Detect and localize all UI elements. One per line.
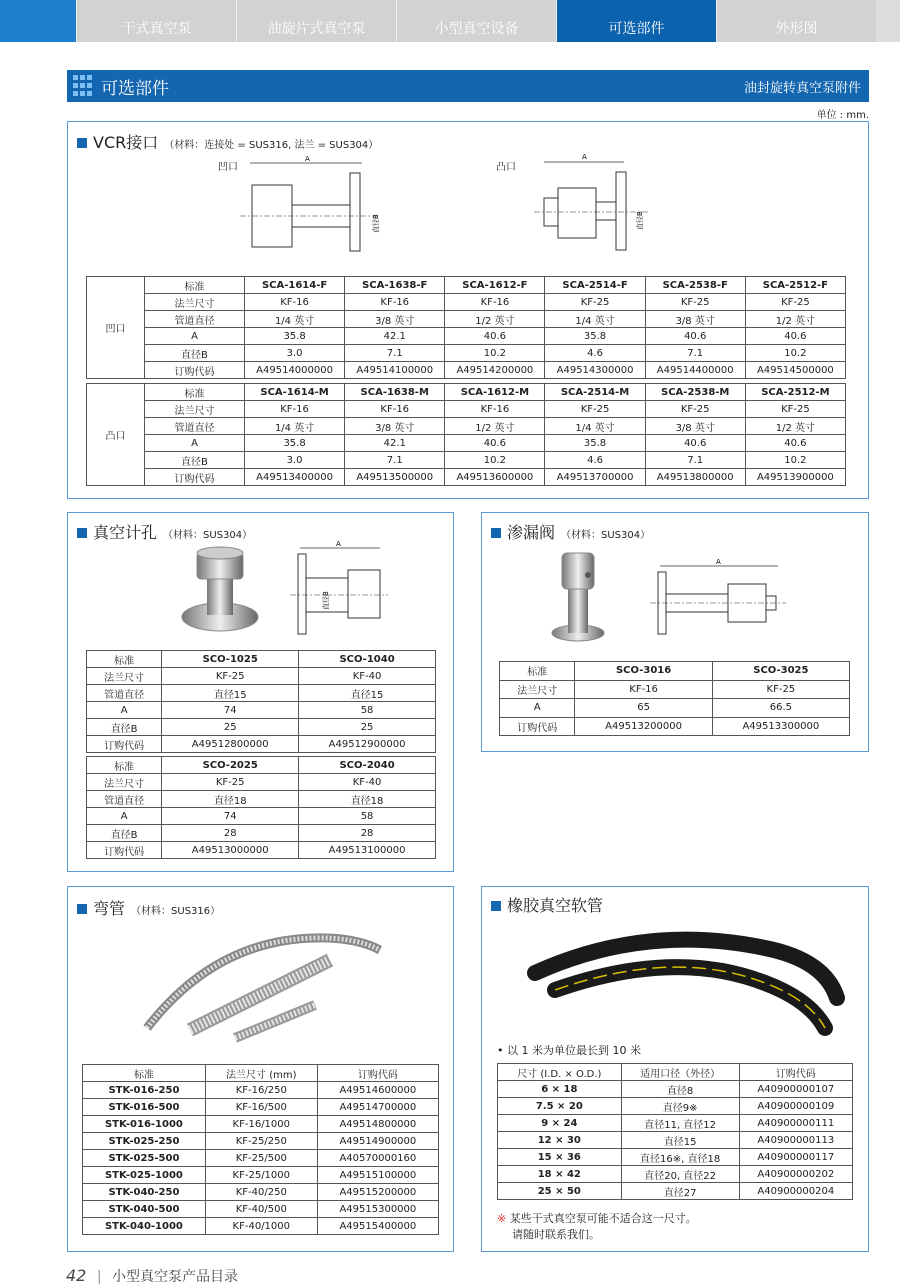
hose-table — [497, 1063, 853, 1200]
table-cell: STK-016-500 — [83, 1099, 206, 1116]
table-cell: 25 × 50 — [498, 1183, 622, 1200]
table-cell: 40.6 — [445, 328, 545, 345]
table-cell: A40900000113 — [739, 1132, 852, 1149]
table-row — [87, 401, 846, 418]
section-header — [67, 70, 869, 102]
row-label: 订购代码 — [145, 469, 245, 486]
table-cell: 12 × 30 — [498, 1132, 622, 1149]
page-footer: 42 | 小型真空泵产品目录 — [66, 1266, 238, 1285]
elbow-photo — [135, 920, 395, 1050]
table-row — [87, 362, 846, 379]
row-label: 标准 — [500, 662, 575, 681]
table-row — [87, 825, 436, 842]
table-cell: A40900000117 — [739, 1149, 852, 1166]
table-cell: KF-16/500 — [205, 1099, 317, 1116]
svg-text:直径B: 直径B — [322, 591, 330, 610]
row-label: 标准 — [87, 757, 162, 774]
table-cell: A49513700000 — [545, 469, 645, 486]
table-cell: 18 × 42 — [498, 1166, 622, 1183]
tab-options[interactable]: 可选部件 — [556, 0, 716, 42]
row-label: 法兰尺寸 — [500, 680, 575, 699]
row-label: A — [500, 699, 575, 718]
table-row — [87, 345, 846, 362]
row-label: 订购代码 — [500, 717, 575, 736]
elbow-table — [82, 1064, 439, 1235]
table-cell: KF-25 — [712, 680, 849, 699]
row-label: 订购代码 — [87, 842, 162, 859]
table-row — [500, 699, 850, 718]
table-cell: 40.6 — [745, 435, 845, 452]
table-cell: SCA-1612-M — [445, 384, 545, 401]
table-cell: 42.1 — [345, 328, 445, 345]
leak-photo — [548, 545, 608, 645]
elbow-title: 弯管 （材料：SUS316） — [77, 896, 220, 919]
table-row — [87, 435, 846, 452]
table-cell: KF-16 — [345, 401, 445, 418]
table-cell: 直径15 — [162, 685, 299, 702]
table-cell: KF-16 — [575, 680, 712, 699]
table-cell: 58 — [299, 702, 436, 719]
tab-dry-pump[interactable]: 干式真空泵 — [76, 0, 236, 42]
table-cell: KF-25/500 — [205, 1150, 317, 1167]
svg-text:A: A — [716, 558, 721, 566]
table-cell: 40.6 — [645, 435, 745, 452]
table-cell: A49513800000 — [645, 469, 745, 486]
table-row — [87, 685, 436, 702]
table-cell: 3/8 英寸 — [645, 311, 745, 328]
table-row — [83, 1201, 439, 1218]
vcr-title: VCR接口 （材料：连接处 = SUS316, 法兰 = SUS304） — [77, 130, 378, 153]
table-cell: A49514300000 — [545, 362, 645, 379]
table-cell: SCO-3025 — [712, 662, 849, 681]
column-header: 订购代码 — [739, 1064, 852, 1081]
table-cell: 7.5 × 20 — [498, 1098, 622, 1115]
table-row — [87, 842, 436, 859]
gauge-title: 真空计孔 （材料：SUS304） — [77, 520, 252, 543]
table-cell: KF-25 — [162, 668, 299, 685]
vcr-concave-dim-a: A — [305, 155, 310, 163]
table-cell: 4.6 — [545, 345, 645, 362]
table-cell: STK-025-1000 — [83, 1167, 206, 1184]
table-row — [498, 1183, 853, 1200]
row-label: 直径B — [87, 719, 162, 736]
table-cell: STK-016-250 — [83, 1082, 206, 1099]
table-cell: A49514100000 — [345, 362, 445, 379]
leak-drawing — [650, 558, 790, 638]
table-cell: 6 × 18 — [498, 1081, 622, 1098]
table-cell: KF-25 — [645, 294, 745, 311]
table-cell: A49515400000 — [317, 1218, 438, 1235]
table-row — [83, 1167, 439, 1184]
gauge-drawing — [288, 540, 398, 640]
table-cell: 4.6 — [545, 452, 645, 469]
table-cell: KF-25 — [645, 401, 745, 418]
row-label: 法兰尺寸 — [145, 401, 245, 418]
row-label: 标准 — [145, 384, 245, 401]
unit-label: 单位 : mm. — [816, 110, 869, 121]
table-cell: SCA-1612-F — [445, 277, 545, 294]
table-cell: 1/2 英寸 — [745, 311, 845, 328]
table-cell: KF-40/250 — [205, 1184, 317, 1201]
tab-oil-pump[interactable]: 油旋片式真空泵 — [236, 0, 396, 42]
leak-title: 渗漏阀 （材料：SUS304） — [491, 520, 650, 543]
table-cell: A49514400000 — [645, 362, 745, 379]
table-cell: 3/8 英寸 — [345, 418, 445, 435]
table-cell: KF-40 — [299, 774, 436, 791]
hose-bullet: • 以 1 米为单位最长到 10 米 — [497, 1044, 641, 1057]
table-row — [87, 757, 436, 774]
table-row — [498, 1132, 853, 1149]
table-cell: 35.8 — [245, 435, 345, 452]
table-cell: KF-40/1000 — [205, 1218, 317, 1235]
table-row — [83, 1099, 439, 1116]
table-cell: SCA-1614-M — [245, 384, 345, 401]
table-cell: SCO-3016 — [575, 662, 712, 681]
table-cell: 58 — [299, 808, 436, 825]
table-row — [87, 469, 846, 486]
table-cell: 42.1 — [345, 435, 445, 452]
table-cell: KF-25 — [545, 401, 645, 418]
table-cell: 1/2 英寸 — [445, 311, 545, 328]
table-cell: 1/2 英寸 — [445, 418, 545, 435]
table-cell: KF-25 — [545, 294, 645, 311]
table-cell: 1/4 英寸 — [545, 418, 645, 435]
table-row — [87, 736, 436, 753]
table-cell: 直径27 — [621, 1183, 739, 1200]
vcr-convex-dim-a: A — [582, 153, 587, 161]
table-cell: 66.5 — [712, 699, 849, 718]
table-cell: 1/2 英寸 — [745, 418, 845, 435]
column-header: 尺寸 (I.D. × O.D.) — [498, 1064, 622, 1081]
hose-title: 橡胶真空软管 — [491, 893, 603, 916]
table-cell: SCO-1025 — [162, 651, 299, 668]
svg-text:直径B: 直径B — [372, 214, 380, 233]
table-cell: STK-040-250 — [83, 1184, 206, 1201]
table-cell: 1/4 英寸 — [545, 311, 645, 328]
table-cell: STK-040-500 — [83, 1201, 206, 1218]
leak-table — [499, 661, 850, 736]
vcr-convex-label: 凸口 — [496, 162, 516, 173]
section-logo-icon — [73, 75, 95, 97]
table-row — [500, 680, 850, 699]
table-cell: KF-16/250 — [205, 1082, 317, 1099]
table-cell: 3.0 — [245, 452, 345, 469]
table-row — [500, 717, 850, 736]
table-cell: SCA-2538-M — [645, 384, 745, 401]
section-title: 可选部件 — [101, 78, 169, 99]
row-label: A — [145, 328, 245, 345]
table-row — [83, 1150, 439, 1167]
page-number: 42 — [66, 1266, 87, 1285]
table-row — [87, 774, 436, 791]
header-row — [83, 1065, 439, 1082]
row-label: 管道直径 — [87, 791, 162, 808]
table-row — [83, 1218, 439, 1235]
table-cell: KF-40 — [299, 668, 436, 685]
table-cell: 1/4 英寸 — [245, 418, 345, 435]
table-cell: 25 — [299, 719, 436, 736]
column-header: 法兰尺寸 (mm) — [205, 1065, 317, 1082]
table-row — [87, 791, 436, 808]
table-cell: 28 — [299, 825, 436, 842]
group-label: 凹口 — [87, 277, 145, 379]
table-cell: KF-40/500 — [205, 1201, 317, 1218]
table-cell: 40.6 — [645, 328, 745, 345]
header-row — [498, 1064, 853, 1081]
table-cell: 直径8 — [621, 1081, 739, 1098]
table-cell: A40900000204 — [739, 1183, 852, 1200]
table-cell: 35.8 — [545, 435, 645, 452]
table-cell: A49512900000 — [299, 736, 436, 753]
table-row — [83, 1184, 439, 1201]
table-cell: KF-25 — [745, 294, 845, 311]
table-row — [87, 719, 436, 736]
table-row — [87, 418, 846, 435]
table-cell: STK-016-1000 — [83, 1116, 206, 1133]
hose-photo — [525, 928, 845, 1038]
table-cell: 15 × 36 — [498, 1149, 622, 1166]
table-cell: 直径18 — [299, 791, 436, 808]
table-cell: KF-25 — [162, 774, 299, 791]
row-label: A — [87, 702, 162, 719]
table-row — [498, 1115, 853, 1132]
gauge-photo — [175, 545, 265, 640]
table-row — [87, 294, 846, 311]
table-cell: 35.8 — [245, 328, 345, 345]
hose-note: ※ 某些干式真空泵可能不适合这一尺寸。 请随时联系我们。 — [497, 1212, 697, 1241]
table-cell: 3/8 英寸 — [345, 311, 445, 328]
table-cell: KF-16 — [245, 294, 345, 311]
table-cell: STK-025-250 — [83, 1133, 206, 1150]
table-row — [500, 662, 850, 681]
table-cell: A49513100000 — [299, 842, 436, 859]
table-row — [87, 668, 436, 685]
table-cell: KF-25 — [745, 401, 845, 418]
table-cell: A49515300000 — [317, 1201, 438, 1218]
table-cell: A49514200000 — [445, 362, 545, 379]
nav-corner — [0, 0, 76, 42]
table-cell: SCA-2512-F — [745, 277, 845, 294]
table-row — [498, 1098, 853, 1115]
table-cell: 3.0 — [245, 345, 345, 362]
table-cell: 3/8 英寸 — [645, 418, 745, 435]
table-row — [498, 1081, 853, 1098]
row-label: 法兰尺寸 — [145, 294, 245, 311]
table-cell: SCA-2512-M — [745, 384, 845, 401]
table-cell: A40570000160 — [317, 1150, 438, 1167]
row-label: 管道直径 — [145, 418, 245, 435]
table-cell: A49512800000 — [162, 736, 299, 753]
table-cell: SCA-2514-F — [545, 277, 645, 294]
table-cell: A49515100000 — [317, 1167, 438, 1184]
table-cell: 9 × 24 — [498, 1115, 622, 1132]
table-cell: A49514500000 — [745, 362, 845, 379]
table-cell: SCO-2025 — [162, 757, 299, 774]
table-cell: A49514600000 — [317, 1082, 438, 1099]
table-row — [498, 1149, 853, 1166]
section-subtitle: 油封旋转真空泵附件 — [743, 80, 861, 96]
table-cell: 直径15 — [299, 685, 436, 702]
row-label: 法兰尺寸 — [87, 668, 162, 685]
table-cell: STK-040-1000 — [83, 1218, 206, 1235]
table-cell: A40900000107 — [739, 1081, 852, 1098]
table-cell: A49513300000 — [712, 717, 849, 736]
table-cell: 10.2 — [445, 345, 545, 362]
table-cell: 直径20, 直径22 — [621, 1166, 739, 1183]
table-cell: A49513400000 — [245, 469, 345, 486]
tab-small-equipment[interactable]: 小型真空设备 — [396, 0, 556, 42]
table-cell: 直径16※, 直径18 — [621, 1149, 739, 1166]
table-cell: SCO-2040 — [299, 757, 436, 774]
table-cell: 10.2 — [745, 345, 845, 362]
gauge-table-1 — [86, 650, 436, 753]
table-cell: A49514900000 — [317, 1133, 438, 1150]
table-cell: 65 — [575, 699, 712, 718]
footer-text: 小型真空泵产品目录 — [111, 1269, 238, 1285]
table-cell: KF-16 — [345, 294, 445, 311]
vcr-concave-table — [86, 276, 846, 379]
table-cell: SCA-1638-F — [345, 277, 445, 294]
row-label: 标准 — [145, 277, 245, 294]
row-label: 直径B — [87, 825, 162, 842]
table-cell: SCA-1614-F — [245, 277, 345, 294]
gauge-table-2 — [86, 756, 436, 859]
row-label: 订购代码 — [145, 362, 245, 379]
table-cell: A49514800000 — [317, 1116, 438, 1133]
table-cell: 直径9※ — [621, 1098, 739, 1115]
row-label: 管道直径 — [87, 685, 162, 702]
table-row — [87, 651, 436, 668]
table-cell: SCA-1638-M — [345, 384, 445, 401]
table-cell: 40.6 — [445, 435, 545, 452]
table-cell: 10.2 — [445, 452, 545, 469]
table-cell: KF-16 — [245, 401, 345, 418]
table-cell: 10.2 — [745, 452, 845, 469]
table-cell: A49513200000 — [575, 717, 712, 736]
svg-text:直径B: 直径B — [636, 211, 644, 230]
table-cell: STK-025-500 — [83, 1150, 206, 1167]
vcr-concave-drawing — [230, 155, 400, 255]
table-row — [83, 1082, 439, 1099]
column-header: 标准 — [83, 1065, 206, 1082]
table-cell: A49513600000 — [445, 469, 545, 486]
table-cell: 40.6 — [745, 328, 845, 345]
row-label: 管道直径 — [145, 311, 245, 328]
vcr-convex-table — [86, 383, 846, 486]
row-label: 订购代码 — [87, 736, 162, 753]
table-cell: KF-25/250 — [205, 1133, 317, 1150]
table-cell: SCO-1040 — [299, 651, 436, 668]
table-cell: A40900000111 — [739, 1115, 852, 1132]
table-cell: KF-16 — [445, 401, 545, 418]
table-cell: 7.1 — [645, 345, 745, 362]
row-label: A — [145, 435, 245, 452]
table-row — [498, 1166, 853, 1183]
column-header: 适用口径（外径） — [621, 1064, 739, 1081]
table-row — [87, 702, 436, 719]
table-cell: A49513500000 — [345, 469, 445, 486]
table-cell: KF-25/1000 — [205, 1167, 317, 1184]
table-cell: 1/4 英寸 — [245, 311, 345, 328]
table-row — [83, 1116, 439, 1133]
table-cell: KF-16/1000 — [205, 1116, 317, 1133]
row-label: A — [87, 808, 162, 825]
table-cell: 7.1 — [345, 452, 445, 469]
table-cell: 28 — [162, 825, 299, 842]
table-row — [87, 277, 846, 294]
table-row — [87, 384, 846, 401]
table-cell: 35.8 — [545, 328, 645, 345]
row-label: 法兰尺寸 — [87, 774, 162, 791]
table-row — [87, 808, 436, 825]
table-cell: A49513900000 — [745, 469, 845, 486]
table-cell: 25 — [162, 719, 299, 736]
vcr-concave-label: 凹口 — [218, 162, 238, 173]
table-cell: 直径15 — [621, 1132, 739, 1149]
table-cell: 7.1 — [645, 452, 745, 469]
table-cell: KF-16 — [445, 294, 545, 311]
table-row — [87, 311, 846, 328]
group-label: 凸口 — [87, 384, 145, 486]
table-cell: 74 — [162, 808, 299, 825]
svg-text:A: A — [336, 540, 341, 548]
table-cell: A49515200000 — [317, 1184, 438, 1201]
row-label: 直径B — [145, 345, 245, 362]
table-cell: 直径11, 直径12 — [621, 1115, 739, 1132]
table-cell: A40900000109 — [739, 1098, 852, 1115]
table-cell: A49514700000 — [317, 1099, 438, 1116]
table-row — [87, 452, 846, 469]
top-nav — [0, 0, 900, 42]
tab-outline[interactable]: 外形图 — [716, 0, 876, 42]
table-cell: 7.1 — [345, 345, 445, 362]
table-row — [87, 328, 846, 345]
table-row — [83, 1133, 439, 1150]
table-cell: A49514000000 — [245, 362, 345, 379]
table-cell: SCA-2514-M — [545, 384, 645, 401]
table-cell: 直径18 — [162, 791, 299, 808]
row-label: 直径B — [145, 452, 245, 469]
table-cell: A49513000000 — [162, 842, 299, 859]
table-cell: SCA-2538-F — [645, 277, 745, 294]
vcr-convex-drawing — [530, 150, 670, 255]
column-header: 订购代码 — [317, 1065, 438, 1082]
table-cell: 74 — [162, 702, 299, 719]
row-label: 标准 — [87, 651, 162, 668]
table-cell: A40900000202 — [739, 1166, 852, 1183]
